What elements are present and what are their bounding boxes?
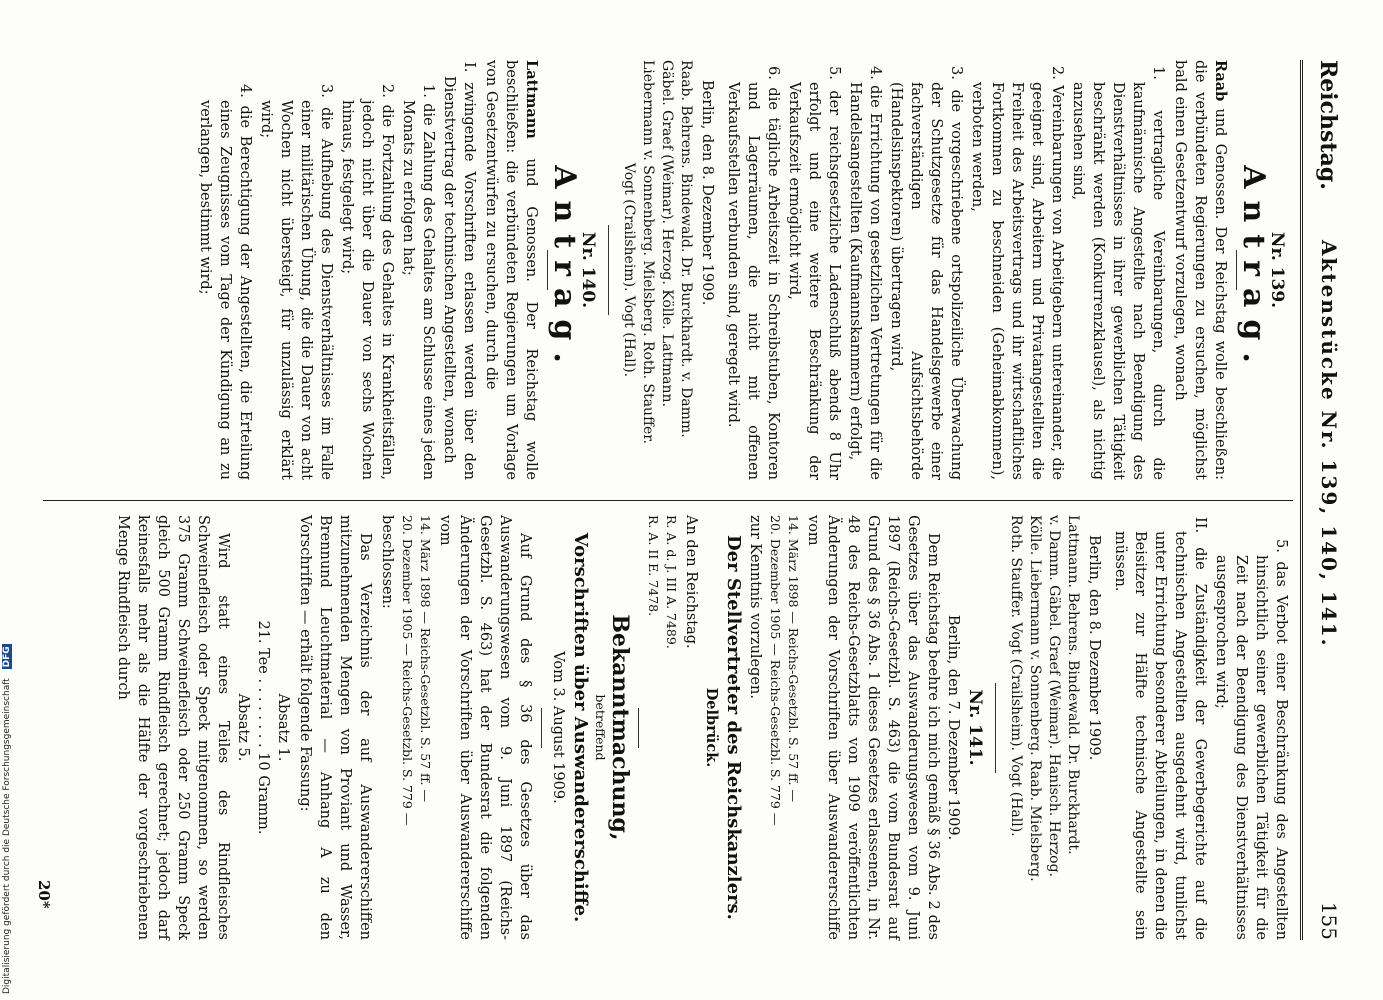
sidebar-note-text: Digitalisierung gefördert durch die Deutsche Forschungsgemeinschaft — [2, 678, 12, 994]
nr139-intro-name: Raab — [1212, 60, 1229, 102]
page-number: 155 — [1317, 901, 1341, 940]
nr140-item: 4. die Berechtigung der Angestellten, die Erteilung eines Zeugnisses vom Tage der Kündigung an zu verlangen, bestimmt wird; — [197, 84, 253, 480]
header-left: Reichstag. — [1315, 60, 1341, 190]
nr139-item: 5. der reichsgesetzliche Ladenschluß abends 8 Uhr erfolgt und eine weitere Beschränkung der Verkaufszeit ermöglicht wird, — [786, 66, 842, 480]
nr141-dates-2: 20. Dezember 1905 — Reichs-Gesetzbl. S. 779 — — [768, 515, 783, 826]
bekanntmachung-body: Auf Grund des § 36 des Gesetzes über das Auswanderungswesen vom 9. Juni 1897 (Reichs-Gesetzbl. S. 463) hat der Bundesrat die folgenden Änderungen der Vorschriften über Auswandererschiffe vom — [437, 515, 533, 940]
nr139-intro-text: und Genossen. Der Reichstag wolle beschließen: die verbündeten Regierungen zu ersuchen, möglichst bald einen Gesetzentwurf vorzulegen, wonach — [1172, 60, 1228, 481]
nr141-ref: R. A. II E. 7478. — [646, 515, 661, 617]
divider — [608, 225, 609, 315]
nr140-title: Antrag. — [547, 165, 582, 375]
bekanntmachung-subject: Vorschriften über Auswandererschiffe. — [570, 532, 591, 923]
signature-line: Liebermann v. Sonnenberg. Mielsberg. Roth. Stauffer. — [640, 60, 656, 444]
nr140-intro-name: Lattmann — [523, 60, 540, 139]
bekanntmachung-date: Vom 3. August 1909. — [550, 651, 566, 804]
nr141-dates-1: 14. März 1898 — Reichs-Gesetzbl. S. 57 ff. — — [786, 515, 801, 802]
nr139-place-date: Berlin, den 8. Dezember 1909. — [699, 80, 715, 306]
absatz-5: Absatz 5. — [235, 693, 251, 762]
nr140-number: Nr. 140. — [578, 231, 598, 309]
bekanntmachung-betreffend: betreffend — [593, 694, 608, 761]
nr140-item: 3. die Aufhebung des Dienstverhältnisses im Falle einer militärischen Übung, die die Dauer von acht Wochen nicht übersteigt, für unzulässig erklärt wird; — [258, 84, 334, 480]
nr141-ref: R. A. d. J. III A. 7489. — [664, 515, 679, 649]
bekanntmachung-dates-1: 14. März 1898 — Reichs-Gesetzbl. S. 57 ff. — — [418, 515, 433, 802]
column-divider — [43, 500, 1293, 501]
signature-line: Roth. Stauffer. Vogt (Crailsheim). Vogt (Hall). — [1008, 515, 1024, 837]
nr139-title: Antrag. — [1236, 165, 1271, 375]
bekanntmachung-dates-tail: beschlossen: — [379, 515, 395, 609]
bekanntmachung-closing: Wird statt eines Teiles des Rindfleisches Schweinefleisch oder Speck mitgenommen, so werden 375 Gramm Schweinefleisch oder 250 Gramm Speck gleich 500 Gramm Rindfleisch gerechnet; jedoch darf keinesfalls mehr als die Hälfte der vorgeschriebenen Menge Rindfleisch durch — [115, 515, 231, 940]
divider — [638, 708, 639, 748]
signature-line: Lattmann. Behrens. Bindewald. Dr. Burckhardt. — [1065, 515, 1081, 855]
divider — [995, 683, 996, 773]
right-column — [111, 515, 1291, 940]
nr139-item: 6. die tägliche Arbeitszeit in Schreibstuben, Kontoren und Lagerräumen, die nicht mit offenen Verkaufsstellen verbunden sind, geregelt wird. — [725, 66, 781, 480]
nr139-item: 2. Vereinbarungen von Arbeitgebern untereinander, die geeignet sind, Arbeitern und Privatangestellten die Freiheit des Arbeitsvertrags und ihr wirtschaftliches Fortkommen zu beschneiden (Geheimabkommen), verboten werden, — [969, 66, 1065, 480]
nr140-item: 5. das Verbot einer Beschränkung des Angestellten hinsichtlich seiner gewerblichen Tätigkeit für die Zeit nach der Beendigung des Dienstverhältnisses ausgesprochen wird; — [1213, 539, 1289, 940]
nr139-item: 4. die Errichtung von gesetzlichen Vertretungen für die Handelsangestellten (Kaufmannskammern) erfolgt, — [847, 66, 883, 480]
nr139-intro — [1170, 60, 1230, 480]
nr139-number: Nr. 139. — [1267, 231, 1287, 309]
nr141-body: Dem Reichstag beehre ich mich gemäß § 36 Abs. 2 des Gesetzes über das Auswanderungswesen vom 9. Juni 1897 (Reichs-Gesetzbl. S. 463) die vom Bundesrat auf Grund des § 36 Abs. 1 dieses Gesetzes erlassenen, in Nr. 48 des Reichs-Gesetzblatts von 1909 veröffentlichten Änderungen der Vorschriften über Auswandererschiffe vom — [805, 515, 941, 940]
bekanntmachung-para: Das Verzeichnis der auf Auswandererschiffen mitzunehmenden Mengen von Proviant und Wasser, Brennund Leuchtmaterial — Anhang A zu den Vorschriften — erhält folgende Fassung: — [297, 515, 373, 940]
left-column — [194, 60, 1291, 480]
nr140-item: 1. die Zahlung des Gehaltes am Schlusse eines jeden Monats zu erfolgen hat; — [400, 84, 436, 480]
bekanntmachung-dates-2: 20. Dezember 1905 — Reichs-Gesetzbl. S. 779 — — [400, 515, 415, 826]
signature-line: v. Damm. Gäbel. Graef (Weimar). Hanisch. Herzog. — [1046, 515, 1062, 878]
nr141-place-date: Berlin, den 7. Dezember 1909. — [945, 614, 961, 841]
nr140-intro — [481, 60, 541, 480]
nr140-roman-ii: II. die Zuständigkeit der Gewerbegerichte auf die technischen Angestellten ausgedehnt wird, tunlichst unter Errichtung besonderer Abteilungen, in denen die Beisitzer zur Hälfte technische Angestellte sein müssen. — [1112, 517, 1208, 940]
nr140-intro-text: und Genossen. Der Reichstag wolle beschließen: die verbündeten Regierungen um Vorlage von Gesetzentwürfen zu ersuchen, durch die — [483, 60, 539, 480]
page-header — [1307, 60, 1347, 940]
nr141-sender-name: Delbrück. — [703, 687, 720, 768]
bekanntmachung-title: Bekanntmachung, — [607, 614, 633, 841]
tee-line: 21. Tee . . . . . . . . 10 Gramm. — [255, 620, 271, 835]
signature-line: Vogt (Crailsheim). Vogt (Hall). — [621, 162, 637, 378]
dfg-logo-icon: DFG — [2, 646, 12, 668]
sidebar-note — [2, 604, 16, 994]
divider — [541, 708, 542, 748]
header-rule — [1300, 60, 1303, 940]
nr140-item: 2. die Fortzahlung des Gehaltes in Krankheitsfällen, jedoch nicht über die Dauer von sechs Wochen hinaus, festgelegt wird; — [339, 84, 395, 480]
nr141-sender: Der Stellvertreter des Reichskanzlers. — [723, 535, 744, 920]
header-center: Aktenstücke Nr. 139, 140, 141. — [1317, 240, 1341, 648]
nr141-dates-tail: zur Kenntnis vorzulegen. — [747, 515, 763, 699]
signature-line: Gäbel. Graef (Weimar). Herzog. Kölle. Lattmann. — [659, 60, 675, 407]
signature-line: Kölle. Liebermann v. Sonnenberg. Raab. Mielsberg. — [1027, 515, 1043, 882]
nr141-addressee: An den Reichstag. — [683, 515, 699, 649]
nr139-item: 3. die vorgeschriebene ortspolizeiliche Überwachung der Schutzgesetze für das Handelsgewerbe einer fachverständigen Aufsichtsbehörde (Handelsinspektoren) übertragen wird, — [888, 66, 964, 480]
signature-line: Raab. Behrens. Bindewald. Dr. Burckhardt. v. Damm. — [678, 60, 694, 438]
nr140-place-date: Berlin, den 8. Dezember 1909. — [1086, 535, 1102, 761]
footer-mark: 20* — [35, 880, 53, 909]
absatz-1: Absatz 1. — [275, 693, 291, 762]
nr139-item: 1. vertragliche Vereinbarungen, durch die kaufmännische Angestellte nach Beendigung des Dienstverhältnisses in ihrer gewerblichen Tätigkeit beschränkt werden (Konkurrenzklausel), als nichtig anzusehen sind, — [1070, 66, 1166, 480]
nr141-number: Nr. 141. — [965, 689, 985, 766]
nr140-roman-i: I. zwingende Vorschriften erlassen werden über den Dienstvertrag der technischen Angestellten, wonach — [441, 62, 477, 480]
